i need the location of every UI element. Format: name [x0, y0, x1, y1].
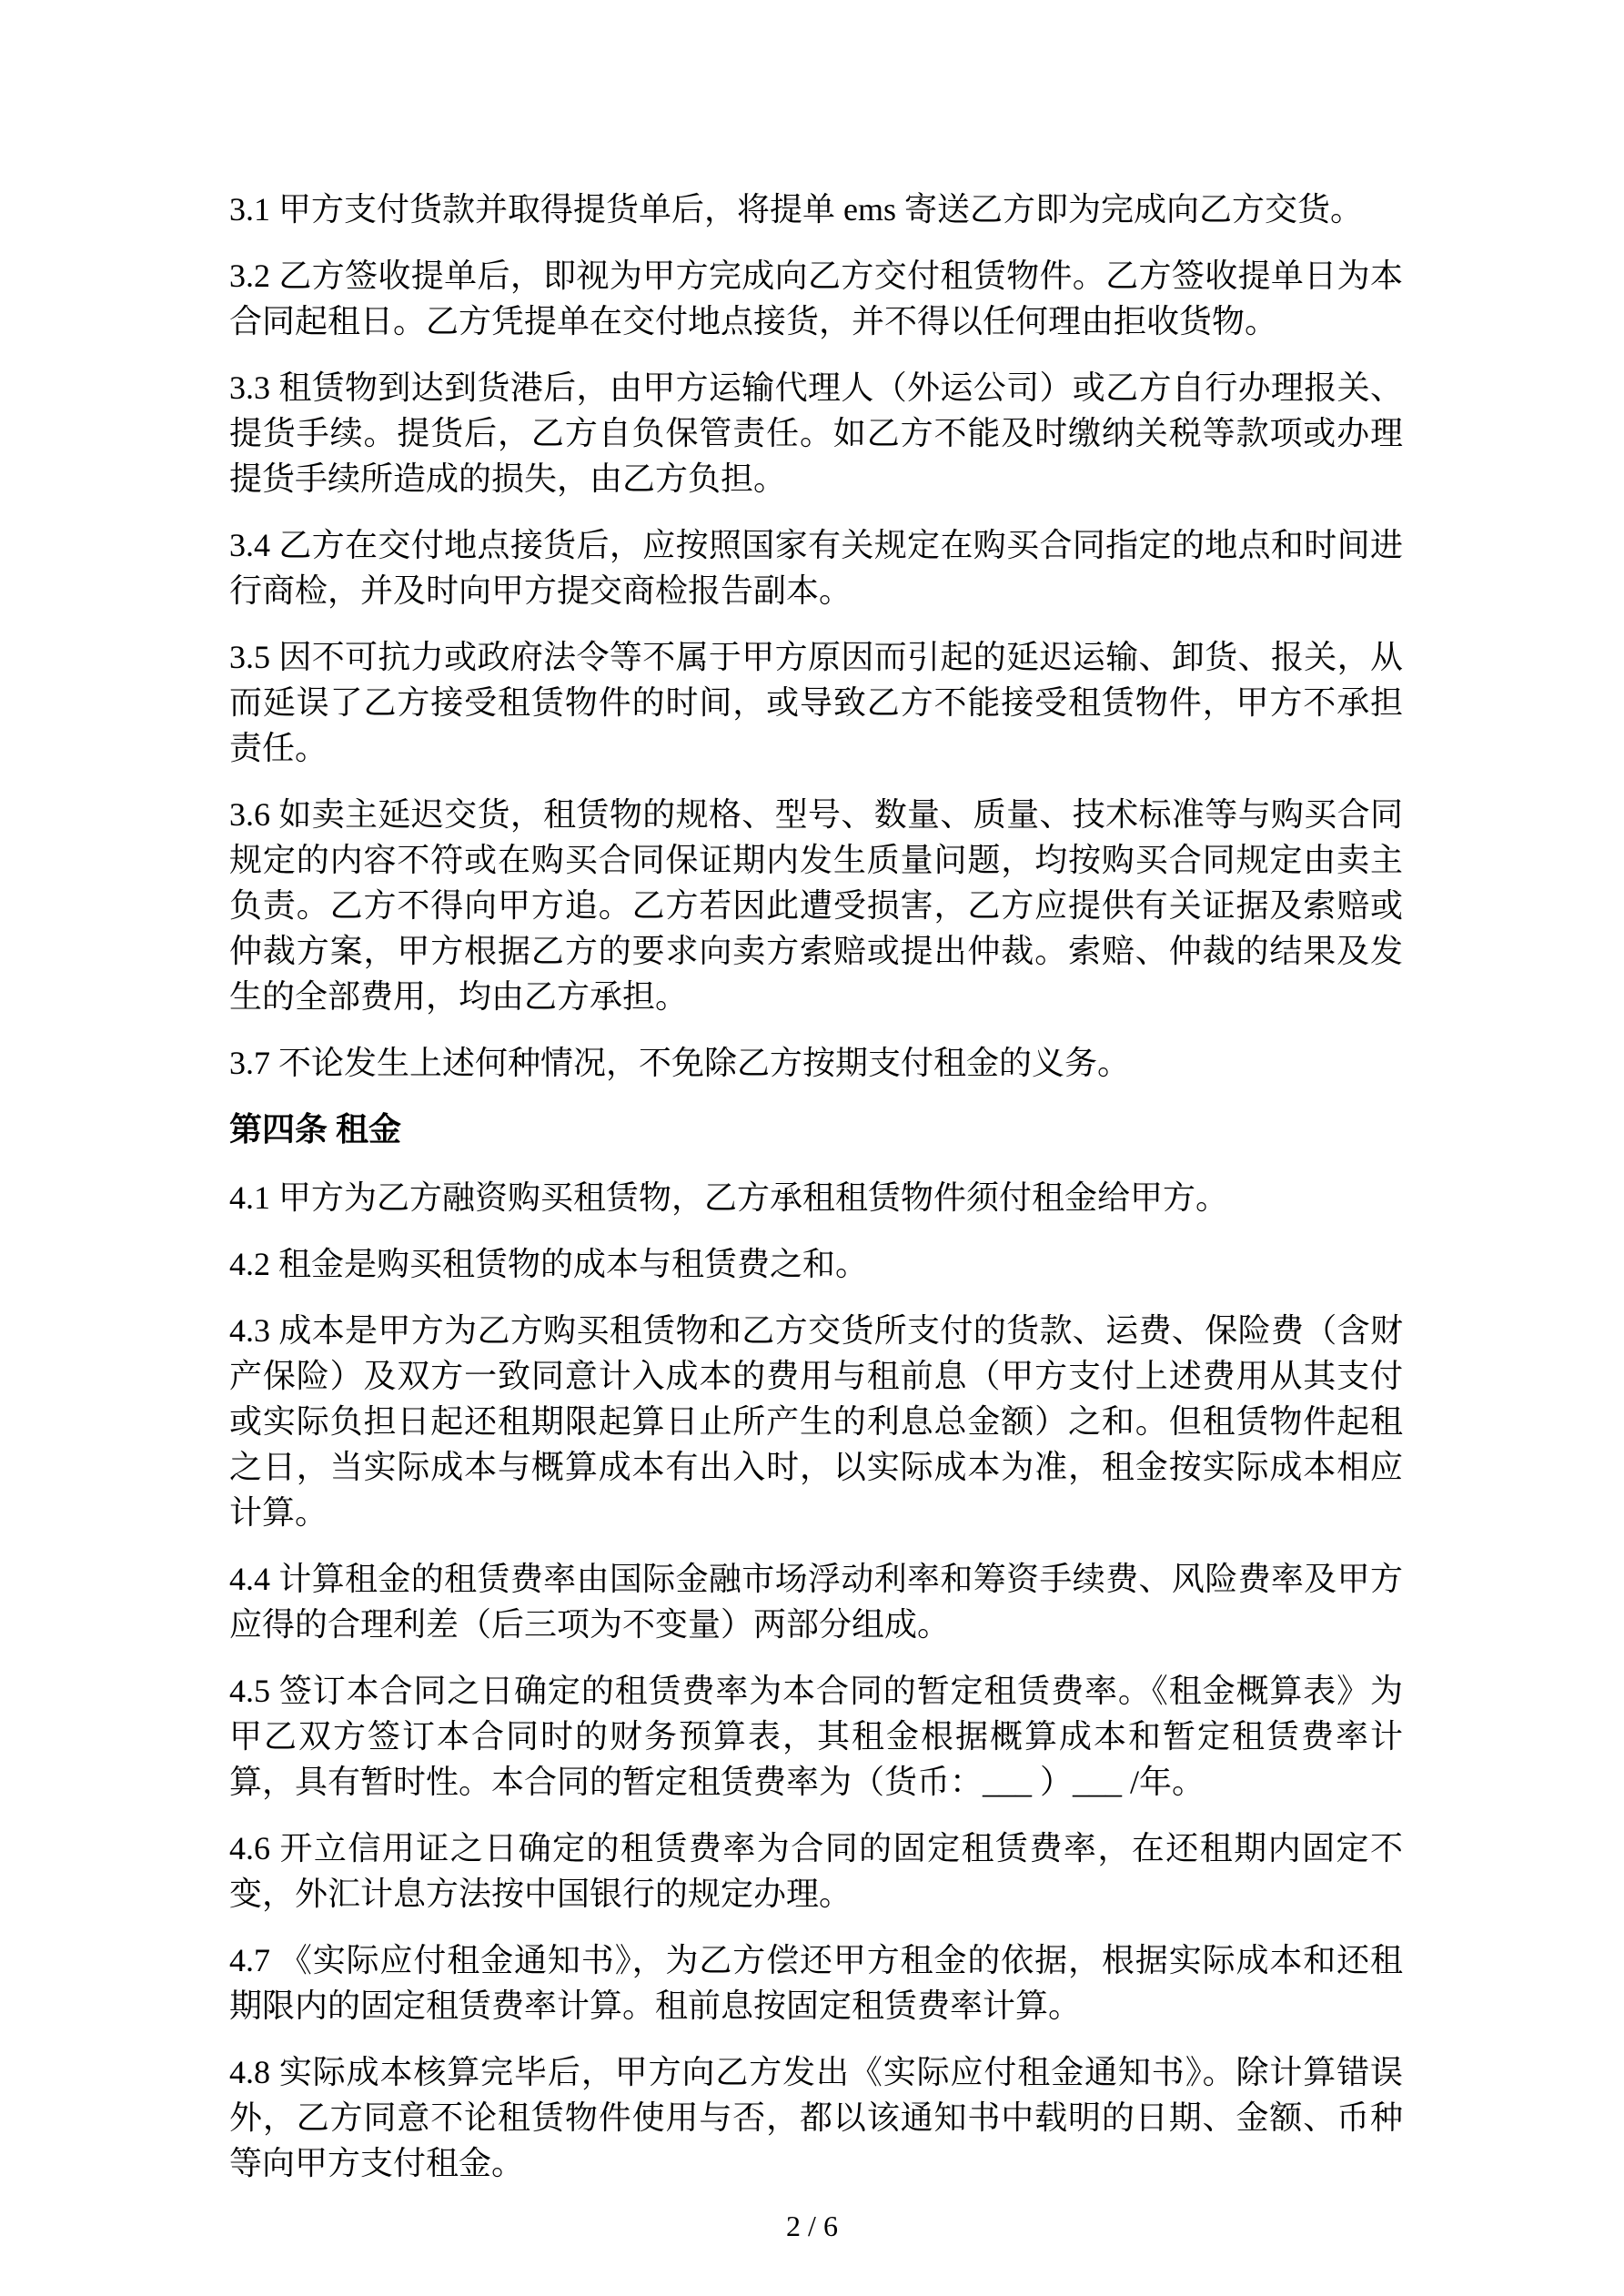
- clause-4-2: 4.2 租金是购买租赁物的成本与租赁费之和。: [229, 1246, 869, 1282]
- clause-4-8: 4.8 实际成本核算完毕后，甲方向乙方发出《实际应付租金通知书》。除计算错误外，乙方同意不论租赁物件使用与否，都以该通知书中载明的日期、金额、币种等向甲方支付租金。: [229, 2054, 1403, 2181]
- clause-4-5: 4.5 签订本合同之日确定的租赁费率为本合同的暂定租赁费率。《租金概算表》为甲乙双方签订本合同时的财务预算表，其租金根据概算成本和暂定租赁费率计算，具有暂时性。本合同的暂定租赁费率为（货币：___ ）___ /年。: [229, 1673, 1403, 1800]
- clause-4-6: 4.6 开立信用证之日确定的租赁费率为合同的固定租赁费率，在还租期内固定不变，外汇计息方法按中国银行的规定办理。: [229, 1830, 1403, 1912]
- clause-3-4: 3.4 乙方在交付地点接货后，应按照国家有关规定在购买合同指定的地点和时间进行商检，并及时向甲方提交商检报告副本。: [229, 527, 1403, 609]
- clause-3-2: 3.2 乙方签收提单后，即视为甲方完成向乙方交付租赁物件。乙方签收提单日为本合同起租日。乙方凭提单在交付地点接货，并不得以任何理由拒收货物。: [229, 258, 1403, 339]
- clause-3-3: 3.3 租赁物到达到货港后，由甲方运输代理人（外运公司）或乙方自行办理报关、提货手续。提货后，乙方自负保管责任。如乙方不能及时缴纳关税等款项或办理提货手续所造成的损失，由乙方负担。: [229, 369, 1403, 497]
- clause-3-1: 3.1 甲方支付货款并取得提货单后，将提单 ems 寄送乙方即为完成向乙方交货。: [229, 191, 1363, 228]
- clause-4-1: 4.1 甲方为乙方融资购买租赁物，乙方承租租赁物件须付租金给甲方。: [229, 1179, 1229, 1216]
- clause-4-7: 4.7 《实际应付租金通知书》，为乙方偿还甲方租金的依据，根据实际成本和还租期限内的固定租赁费率计算。租前息按固定租赁费率计算。: [229, 1942, 1403, 2024]
- clause-4-3: 4.3 成本是甲方为乙方购买租赁物和乙方交货所支付的货款、运费、保险费（含财产保险）及双方一致同意计入成本的费用与租前息（甲方支付上述费用从其支付或实际负担日起还租期限起算日止所产生的利息总金额）之和。但租赁物件起租之日，当实际成本与概算成本有出入时，以实际成本为准，租金按实际成本相应计算。: [229, 1312, 1403, 1531]
- contract-body: [229, 187, 1403, 2207]
- clause-3-6: 3.6 如卖主延迟交货，租赁物的规格、型号、数量、质量、技术标准等与购买合同规定的内容不符或在购买合同保证期内发生质量问题，均按购买合同规定由卖主负责。乙方不得向甲方追。乙方若因此遭受损害，乙方应提供有关证据及索赔或仲裁方案，甲方根据乙方的要求向卖方索赔或提出仲裁。索赔、仲裁的结果及发生的全部费用，均由乙方承担。: [229, 796, 1403, 1015]
- page-number: 2 / 6: [786, 2210, 838, 2242]
- clause-3-7: 3.7 不论发生上述何种情况，不免除乙方按期支付租金的义务。: [229, 1045, 1131, 1081]
- clause-4-4: 4.4 计算租金的租赁费率由国际金融市场浮动利率和筹资手续费、风险费率及甲方应得的合理利差（后三项为不变量）两部分组成。: [229, 1561, 1403, 1643]
- section-heading-article-4: 第四条 租金: [229, 1111, 402, 1148]
- clause-3-5: 3.5 因不可抗力或政府法令等不属于甲方原因而引起的延迟运输、卸货、报关，从而延误了乙方接受租赁物件的时间，或导致乙方不能接受租赁物件，甲方不承担责任。: [229, 639, 1403, 766]
